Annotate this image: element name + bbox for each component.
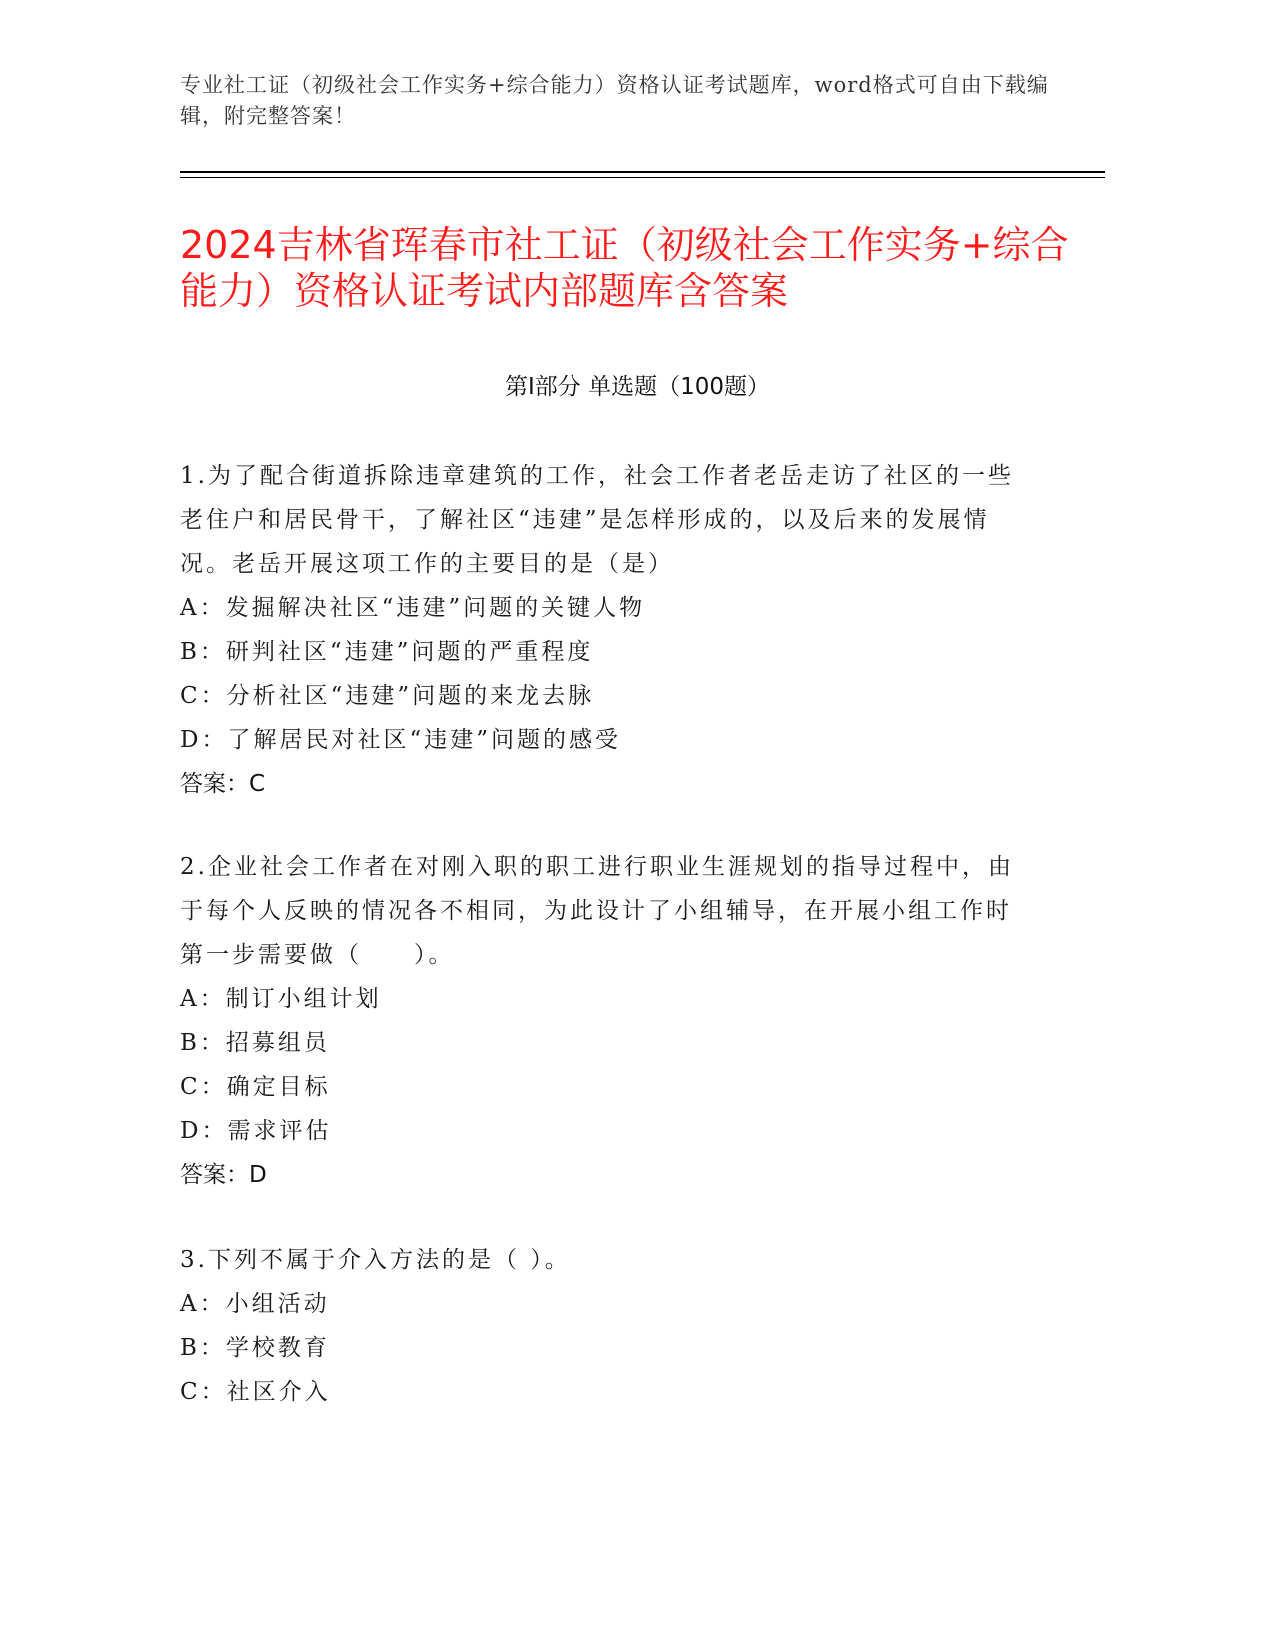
option-a: A：制订小组计划 — [180, 986, 382, 1012]
question-1 — [180, 454, 1020, 806]
question-stem: 1.为了配合街道拆除违章建筑的工作，社会工作者老岳走访了社区的一些老住户和居民骨干，了解社区“违建”是怎样形成的，以及后来的发展情况。老岳开展这项工作的主要目的是（是） — [180, 463, 1014, 577]
question-stem: 3.下列不属于介入方法的是（ ）。 — [180, 1247, 571, 1273]
header-divider-thick — [180, 171, 1105, 173]
answer: 答案：C — [180, 771, 266, 797]
answer: 答案：D — [180, 1162, 267, 1188]
option-b: B：招募组员 — [180, 1030, 330, 1056]
option-c: C：分析社区“违建”问题的来龙去脉 — [180, 683, 595, 709]
document-title: 2024吉林省珲春市社工证（初级社会工作实务+综合能力）资格认证考试内部题库含答案 — [180, 223, 1069, 313]
option-b: B：研判社区“违建”问题的严重程度 — [180, 639, 594, 665]
option-a: A：发掘解决社区“违建”问题的关键人物 — [180, 595, 646, 621]
option-a: A：小组活动 — [180, 1291, 330, 1317]
option-b: B：学校教育 — [180, 1335, 330, 1361]
option-d: D：需求评估 — [180, 1118, 332, 1144]
section-title: 第Ⅰ部分 单选题（100题） — [505, 374, 770, 400]
header-divider-thin — [180, 177, 1105, 178]
option-d: D：了解居民对社区“违建”问题的感受 — [180, 727, 621, 753]
question-2 — [180, 845, 1020, 1197]
question-3 — [180, 1238, 1020, 1414]
question-stem: 2.企业社会工作者在对刚入职的职工进行职业生涯规划的指导过程中，由于每个人反映的情况各不相同，为此设计了小组辅导，在开展小组工作时第一步需要做（ ）。 — [180, 854, 1014, 968]
option-c: C：确定目标 — [180, 1074, 331, 1100]
option-c: C：社区介入 — [180, 1379, 331, 1405]
page-header: 专业社工证（初级社会工作实务+综合能力）资格认证考试题库，word格式可自由下载编辑，附完整答案！ — [180, 73, 1049, 128]
